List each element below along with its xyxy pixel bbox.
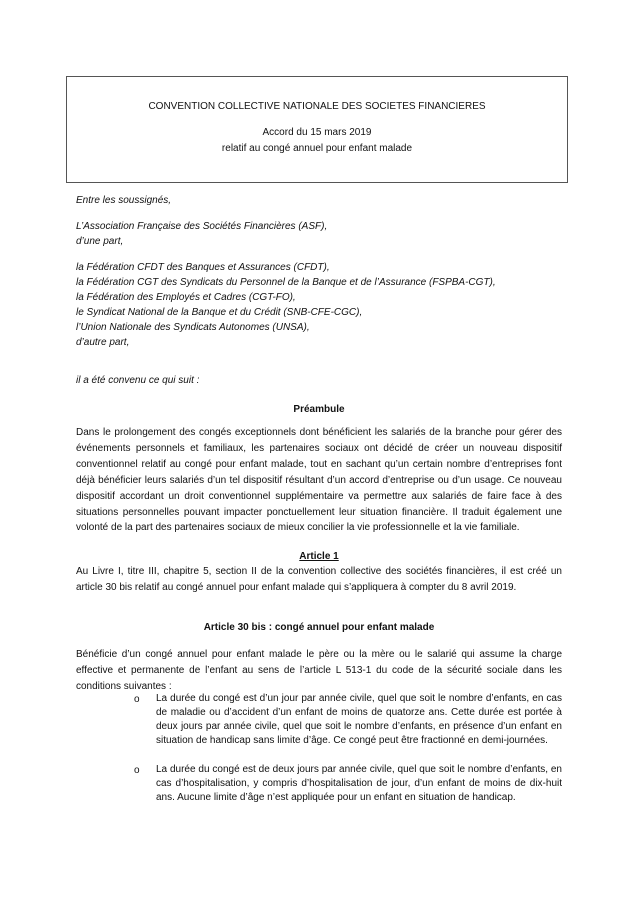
union-party: la Fédération CGT des Syndicats du Personnel de la Banque et de l’Assurance (FSPBA-CGT), <box>76 277 496 288</box>
agreement-statement: il a été convenu ce qui suit : <box>76 375 200 386</box>
bullet-marker: o <box>134 765 140 776</box>
document-title: CONVENTION COLLECTIVE NATIONALE DES SOCIETES FINANCIERES <box>148 101 486 112</box>
article-30bis-heading: Article 30 bis : congé annuel pour enfant malade <box>203 622 435 633</box>
employer-party: L’Association Française des Sociétés Financières (ASF), <box>76 221 328 232</box>
bullet-item: La durée du congé est d’un jour par année civile, quel que soit le nombre d’enfants, en cas de maladie ou d’accident d’un enfant de moins de quatorze ans. Cette durée est portée à deux jours par année civile, quel que soit le nombre d’enfants, en présence d’un enfant en situation de handicap sans limite d’âge. Ce congé peut être fractionné en demi-journées. <box>156 693 562 747</box>
union-party: la Fédération des Employés et Cadres (CGT-FO), <box>76 292 296 303</box>
bullet-item: La durée du congé est de deux jours par année civile, quel que soit le nombre d’enfants, en cas d’hospitalisation, y compris d’hospitalisation de jour, d’un enfant de moins de dix-huit ans. Aucune limite d’âge n’est appliquée pour un enfant en situation de handicap. <box>156 764 562 804</box>
union-party: l’Union Nationale des Syndicats Autonomes (UNSA), <box>76 322 310 333</box>
preamble-heading: Préambule <box>293 404 345 415</box>
employer-side: d’une part, <box>76 236 124 247</box>
parties-intro: Entre les soussignés, <box>76 195 172 206</box>
article-30bis-text: Bénéficie d’un congé annuel pour enfant malade le père ou la mère ou le salarié qui assume la charge effective et permanente de l’enfant au sens de l’article L 513-1 du code de la sécurité sociale dans les conditions suivantes : <box>76 649 562 692</box>
unions-side: d’autre part, <box>76 337 130 348</box>
title-box <box>66 76 568 183</box>
bullet-marker: o <box>134 694 140 705</box>
agreement-subject: relatif au congé annuel pour enfant malade <box>221 143 413 154</box>
union-party: le Syndicat National de la Banque et du Crédit (SNB-CFE-CGC), <box>76 307 363 318</box>
article-1-text: Au Livre I, titre III, chapitre 5, section II de la convention collective des sociétés financières, il est créé un article 30 bis relatif au congé annuel pour enfant malade qui s’appliquera à compter du 8 avril 2019. <box>76 566 562 593</box>
agreement-date: Accord du 15 mars 2019 <box>262 127 372 138</box>
union-party: la Fédération CFDT des Banques et Assurances (CFDT), <box>76 262 330 273</box>
preamble-text: Dans le prolongement des congés exceptionnels dont bénéficient les salariés de la branche pour gérer des événements personnels et familiaux, les partenaires sociaux ont décidé de créer un nouveau dispositif conventionnel relatif au congé pour enfant malade, tout en sachant qu’un certain nombre d’entreprises font déjà bénéficier leurs salariés d’un tel dispositif résultant d’un accord d’entreprise ou d’un usage. Ce nouveau dispositif accordant un droit conventionnel supplémentaire va permettre aux salariés de faire face à des situations personnelles pouvant impacter ponctuellement leur situation financière. Il traduit également une volonté de la part des partenaires sociaux de mieux concilier la vie professionnelle et la vie familiale. <box>76 427 562 534</box>
article-1-heading: Article 1 <box>299 551 339 562</box>
